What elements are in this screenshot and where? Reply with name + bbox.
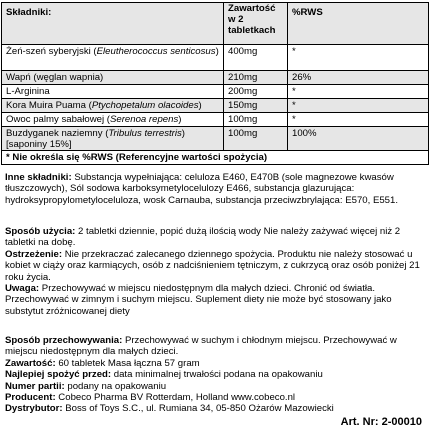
product-info-section <box>5 335 425 415</box>
usage-section <box>5 226 425 317</box>
producer-text: Cobeco Pharma BV Rotterdam, Holland www.cobeco.nl <box>55 392 296 404</box>
header-ingredients: Składniki: <box>2 3 224 44</box>
notice-text: Przechowywać w miejscu niedostępnym dla małych dzieci. Chronić od światła. Przechowywać w zimnym i suchym miejscu. Suplement diety nie może być stosowany jako substytut zróżnicowanej diety <box>5 283 392 317</box>
usage-label: Sposób użycia: <box>5 226 76 237</box>
storage-paragraph <box>5 335 425 358</box>
ingredient-rws: 26% <box>292 72 312 83</box>
ingredient-name: Owoc palmy sabałowej (Serenoa repens) <box>2 113 224 126</box>
ingredient-rws: 100% <box>292 128 317 139</box>
table-row <box>2 127 428 151</box>
best-before-line <box>5 369 425 380</box>
header-amount: Zawartość w 2 tabletkach <box>224 3 288 44</box>
table-row <box>2 45 428 71</box>
warning-label: Ostrzeżenie: <box>5 248 63 260</box>
notice-label: Uwaga: <box>5 283 40 295</box>
ingredient-name: Żeń-szeń syberyjski (Eleutherococcus senticosus) <box>2 45 224 70</box>
batch-label: Numer partii: <box>5 380 65 392</box>
ingredient-amount: 100mg <box>224 113 288 126</box>
ingredient-amount: 200mg <box>224 85 288 98</box>
header-rws: %RWS <box>292 7 323 18</box>
table-row <box>2 99 428 113</box>
other-ingredients-label: Inne składniki: <box>5 172 72 183</box>
warning-paragraph <box>5 249 425 283</box>
ingredient-rws: * <box>292 46 296 57</box>
content-label: Zawartość: <box>5 357 56 369</box>
best-before-text: data minimalnej trwałości podana na opakowaniu <box>111 369 323 381</box>
ingredient-name: L-Arginina <box>2 85 224 98</box>
distributor-line <box>5 403 425 414</box>
article-number: Art. Nr: 2-00010 <box>340 416 422 428</box>
ingredient-name: Buzdyganek naziemny (Tribulus terrestris) [saponiny 15%] <box>2 127 224 150</box>
notice-paragraph <box>5 283 425 317</box>
best-before-label: Najlepiej spożyć przed: <box>5 369 112 381</box>
distributor-text: Boss of Toys S.C., ul. Rumiana 34, 05-850 Ożarów Mazowiecki <box>62 403 334 415</box>
table-row <box>2 85 428 99</box>
storage-label: Sposób przechowywania: <box>5 335 123 346</box>
ingredient-amount: 100mg <box>224 127 288 150</box>
distributor-label: Dystrybutor: <box>5 403 63 415</box>
usage-text: 2 tabletki dziennie, popić dużą ilością wody Nie należy zażywać więcej niż 2 tabletki na dobę. <box>5 226 401 249</box>
ingredient-rws: * <box>292 100 296 111</box>
table-footnote-row <box>2 151 428 164</box>
batch-text: podany na opakowaniu <box>64 380 167 392</box>
content-line <box>5 358 425 369</box>
content-text: 60 tabletek Masa łączna 57 gram <box>55 357 200 369</box>
table-header-row <box>2 3 428 45</box>
ingredient-name: Kora Muira Puama (Ptychopetalum olacoides) <box>2 99 224 112</box>
ingredient-rws: * <box>292 114 296 125</box>
ingredient-rws: * <box>292 86 296 97</box>
ingredient-amount: 400mg <box>224 45 288 70</box>
ingredient-name: Wapń (węglan wapnia) <box>2 71 224 84</box>
batch-line <box>5 381 425 392</box>
warning-text: Nie przekraczać zalecanego dziennego spożycia. Produktu nie należy stosować u kobiet w ciąży oraz karmiących, osób z nadciśnieniem tętniczym, z cukrzycą oraz osób poniżej 21 roku życia. <box>5 248 420 283</box>
producer-line <box>5 392 425 403</box>
ingredient-amount: 210mg <box>224 71 288 84</box>
producer-label: Producent: <box>5 392 56 404</box>
rws-footnote: * Nie określa się %RWS (Referencyjne wartości spożycia) <box>6 152 268 163</box>
table-row <box>2 113 428 127</box>
other-ingredients-text: Substancja wypełniająca: celuloza E460, E470B (sole magnezowe kwasów tłuszczowych), Sól sodowa karboksymetylocelulozy E466, substancja glazurująca: hydroksypropylometyloceluloza, wosk Carnauba, substancja przeciwzbrylająca: E570, E551. <box>5 172 399 206</box>
ingredient-amount: 150mg <box>224 99 288 112</box>
other-ingredients <box>5 172 425 206</box>
storage-text: Przechowywać w suchym i chłodnym miejscu. Przechowywać w miejscu niedostępnym dla małych dzieci. <box>5 335 397 358</box>
usage-paragraph <box>5 226 425 249</box>
ingredients-table <box>1 2 429 165</box>
table-row <box>2 71 428 85</box>
